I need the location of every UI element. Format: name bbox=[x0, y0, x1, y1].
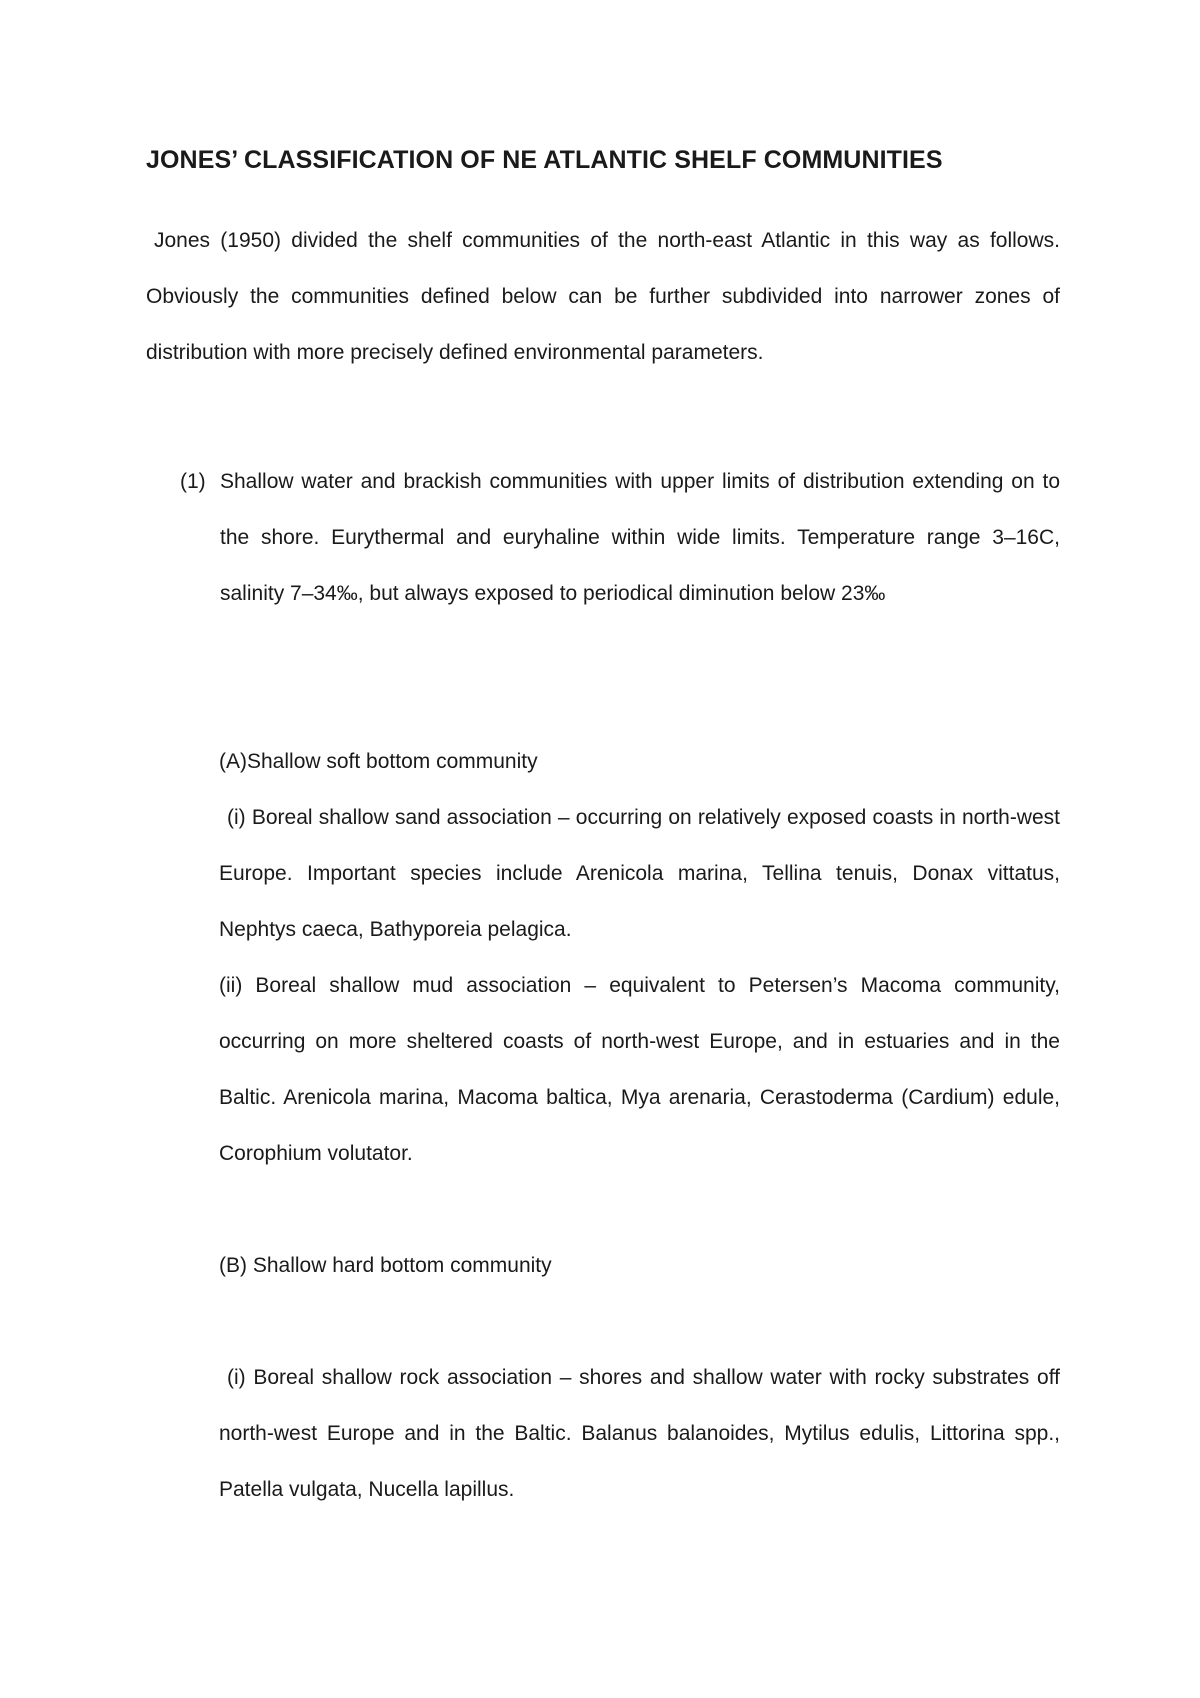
section-a-sub-ii: (ii) Boreal shallow mud association – equivalent to Petersen’s Macoma community, occurring on more sheltered coasts of north-west Europe, and in estuaries and in the Baltic. Arenicola marina, Macoma baltica, Mya arenaria, Cerastoderma (Cardium) edule, Corophium volutator. bbox=[219, 974, 1060, 1165]
section-b-heading: (B) Shallow hard bottom community bbox=[219, 1254, 552, 1277]
intro-paragraph: Jones (1950) divided the shelf communities of the north-east Atlantic in this way as follows. Obviously the communities defined below can be further subdivided into narrower zones of distribution with more precisely defined environmental parameters. bbox=[146, 229, 1060, 364]
numbered-item-text: Shallow water and brackish communities with upper limits of distribution extending on to the shore. Eurythermal and euryhaline within wide limits. Temperature range 3–16C, salinity 7–34‰, but always exposed to periodical diminution below 23‰ bbox=[220, 470, 1060, 605]
numbered-item-1 bbox=[180, 454, 1060, 622]
section-a-sub-i: (i) Boreal shallow sand association – occurring on relatively exposed coasts in north-west Europe. Important species include Arenicola marina, Tellina tenuis, Donax vittatus, Nephtys caeca, Bathyporeia pelagica. bbox=[219, 806, 1060, 941]
list-number: (1) bbox=[180, 470, 206, 493]
section-b-sub-i: (i) Boreal shallow rock association – shores and shallow water with rocky substrates off north-west Europe and in the Baltic. Balanus balanoides, Mytilus edulis, Littorina spp., Patella vulgata, Nucella lapillus. bbox=[219, 1366, 1060, 1501]
document-title: JONES’ CLASSIFICATION OF NE ATLANTIC SHELF COMMUNITIES bbox=[146, 146, 943, 174]
section-a-heading: (A)Shallow soft bottom community bbox=[219, 750, 538, 773]
